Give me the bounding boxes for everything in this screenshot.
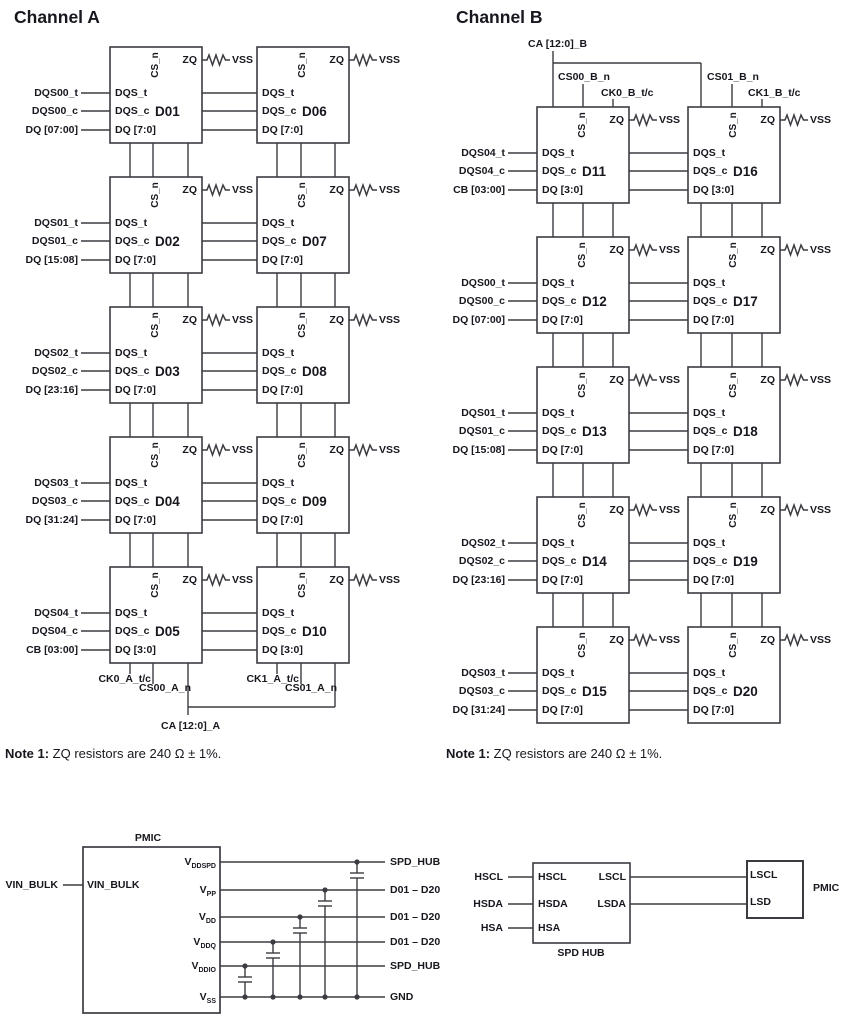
pin-label: DQS_c [262, 625, 297, 637]
pin-label: DQS_t [542, 667, 575, 679]
pin-label: DQS_t [542, 147, 575, 159]
pin-label: DQS_c [693, 685, 728, 697]
pin-label: DQS_t [693, 277, 726, 289]
zq-resistor [629, 375, 657, 385]
device-id-D10: D10 [302, 623, 327, 639]
external-signal-label: DQS02_t [461, 537, 505, 549]
note-text: ZQ resistors are 240 Ω ± 1%. [490, 746, 663, 761]
external-signal-label: DQS00_c [458, 295, 505, 307]
zq-resistor [349, 315, 377, 325]
external-signal-label: DQS00_t [461, 277, 505, 289]
pin-label: DQ [3:0] [262, 644, 303, 656]
external-signal-label: DQ [31:24] [25, 514, 78, 526]
zq-pin-label: ZQ [329, 314, 344, 326]
external-signal-label: DQS01_c [31, 235, 78, 247]
pin-label: DQS_c [262, 365, 297, 377]
rail-pin-subscript: DDIO [198, 967, 216, 975]
vin-bulk-external-label: VIN_BULK [5, 879, 58, 891]
device-id-D16: D16 [733, 163, 758, 179]
ca-a-label: CA [12:0]_A [161, 720, 221, 732]
device-id-D09: D09 [302, 493, 327, 509]
pin-label: DQS_t [262, 87, 295, 99]
external-signal-label: DQS04_t [461, 147, 505, 159]
channel-title: Channel A [14, 7, 100, 27]
rail-destination-label: SPD_HUB [390, 856, 441, 868]
spd-external-label: HSDA [473, 898, 503, 910]
cs-n-pin-label: CS_n [577, 502, 588, 528]
ca-b-label: CA [12:0]_B [528, 38, 588, 50]
zq-pin-label: ZQ [329, 184, 344, 196]
vss-label: VSS [232, 444, 254, 456]
cs-n-pin-label: CS_n [577, 112, 588, 138]
zq-resistor [202, 55, 230, 65]
vss-label: VSS [659, 244, 681, 256]
rail-pin-subscript: DDSPD [191, 863, 216, 871]
pin-label: DQS_c [115, 235, 150, 247]
cs-n-pin-label: CS_n [728, 502, 739, 528]
rail-destination-label: D01 – D20 [390, 911, 441, 923]
pin-label: DQ [7:0] [115, 514, 156, 526]
pin-label: DQS_t [115, 217, 148, 229]
pin-label: DQS_t [693, 537, 726, 549]
zq-resistor [629, 245, 657, 255]
ck0-b-label: CK0_B_t/c [601, 87, 654, 99]
pin-label: DQ [7:0] [693, 314, 734, 326]
vss-label: VSS [232, 184, 254, 196]
rail-pin-subscript: PP [206, 891, 216, 899]
external-signal-label: DQ [07:00] [25, 124, 78, 136]
note-prefix: Note 1: [446, 746, 491, 761]
junction-dot [297, 914, 302, 919]
pin-label: DQS_c [693, 295, 728, 307]
pin-label: DQ [7:0] [262, 514, 303, 526]
cs-n-pin-label: CS_n [297, 52, 308, 78]
cs-n-pin-label: CS_n [728, 632, 739, 658]
device-id-D03: D03 [155, 363, 180, 379]
zq-resistor [629, 505, 657, 515]
external-signal-label: DQS02_c [31, 365, 78, 377]
external-signal-label: DQS03_c [458, 685, 505, 697]
rail-pin-main: V [199, 991, 207, 1003]
vss-label: VSS [379, 314, 401, 326]
zq-resistor [202, 185, 230, 195]
vss-label: VSS [810, 114, 832, 126]
pin-label: DQS_t [542, 537, 575, 549]
rail-pin-label [158, 910, 216, 924]
vss-label: VSS [810, 504, 832, 516]
rail-pin-main: V [193, 936, 201, 948]
pin-label: DQ [7:0] [115, 254, 156, 266]
device-id-D17: D17 [733, 293, 758, 309]
device-id-D20: D20 [733, 683, 758, 699]
junction-dot [242, 963, 247, 968]
pin-label: DQS_t [693, 147, 726, 159]
device-id-D06: D06 [302, 103, 327, 119]
cs-n-pin-label: CS_n [577, 372, 588, 398]
spd-hub-title: SPD HUB [557, 947, 605, 959]
rail-pin-label [158, 855, 216, 869]
pmic-pin-label: LSD [750, 896, 771, 908]
zq-pin-label: ZQ [329, 574, 344, 586]
cs-n-pin-label: CS_n [728, 242, 739, 268]
cs-n-pin-label: CS_n [150, 442, 161, 468]
device-id-D14: D14 [582, 553, 607, 569]
pin-label: DQS_c [115, 495, 150, 507]
zq-note [446, 745, 662, 762]
zq-pin-label: ZQ [760, 374, 775, 386]
vin-bulk-pin-label: VIN_BULK [87, 879, 140, 891]
external-signal-label: DQ [31:24] [452, 704, 505, 716]
zq-note [5, 745, 221, 762]
pin-label: DQS_t [542, 277, 575, 289]
external-signal-label: DQS00_c [31, 105, 78, 117]
vss-label: VSS [232, 314, 254, 326]
zq-pin-label: ZQ [760, 504, 775, 516]
pin-label: DQS_c [115, 625, 150, 637]
cs-n-pin-label: CS_n [577, 632, 588, 658]
zq-resistor [780, 115, 808, 125]
pin-label: DQS_t [115, 477, 148, 489]
device-id-D05: D05 [155, 623, 180, 639]
vss-label: VSS [379, 574, 401, 586]
pin-label: DQ [7:0] [262, 254, 303, 266]
external-signal-label: DQ [15:08] [25, 254, 78, 266]
junction-dot [270, 939, 275, 944]
vss-label: VSS [379, 184, 401, 196]
rail-pin-subscript: SS [206, 998, 216, 1006]
zq-resistor [629, 115, 657, 125]
pin-label: DQS_c [262, 235, 297, 247]
rail-destination-label: GND [390, 991, 414, 1003]
pin-label: DQ [7:0] [262, 384, 303, 396]
pin-label: DQS_c [542, 685, 577, 697]
rail-pin-main: V [191, 960, 199, 972]
external-signal-label: DQS01_t [461, 407, 505, 419]
cs-n-pin-label: CS_n [297, 182, 308, 208]
vss-label: VSS [232, 574, 254, 586]
zq-pin-label: ZQ [182, 54, 197, 66]
channel-title: Channel B [456, 7, 543, 27]
cs-n-pin-label: CS_n [297, 572, 308, 598]
rail-pin-label [158, 959, 216, 973]
rail-pin-main: V [198, 911, 206, 923]
note-text: ZQ resistors are 240 Ω ± 1%. [49, 746, 222, 761]
pin-label: DQS_t [693, 407, 726, 419]
pin-label: DQ [7:0] [262, 124, 303, 136]
ck1-b-label: CK1_B_t/c [748, 87, 801, 99]
pin-label: DQ [3:0] [693, 184, 734, 196]
spd-external-label: HSCL [474, 871, 503, 883]
zq-resistor [349, 575, 377, 585]
pin-label: DQS_c [542, 295, 577, 307]
rail-pin-label [158, 883, 216, 897]
pin-label: DQ [7:0] [542, 314, 583, 326]
spd-pin-label: LSCL [598, 871, 626, 883]
cs-n-pin-label: CS_n [297, 442, 308, 468]
external-signal-label: CB [03:00] [26, 644, 78, 656]
pin-label: DQS_t [262, 607, 295, 619]
zq-resistor [349, 55, 377, 65]
device-id-D07: D07 [302, 233, 327, 249]
zq-pin-label: ZQ [609, 504, 624, 516]
pin-label: DQS_t [262, 217, 295, 229]
pin-label: DQS_t [115, 347, 148, 359]
cs-n-pin-label: CS_n [577, 242, 588, 268]
vss-label: VSS [232, 54, 254, 66]
pin-label: DQ [7:0] [693, 574, 734, 586]
external-signal-label: CB [03:00] [453, 184, 505, 196]
vss-label: VSS [810, 374, 832, 386]
vss-label: VSS [659, 114, 681, 126]
external-signal-label: DQS00_t [34, 87, 78, 99]
zq-pin-label: ZQ [760, 114, 775, 126]
zq-pin-label: ZQ [760, 244, 775, 256]
spd-pin-label: LSDA [597, 898, 626, 910]
pin-label: DQ [7:0] [542, 704, 583, 716]
external-signal-label: DQS01_t [34, 217, 78, 229]
external-signal-label: DQS04_c [31, 625, 78, 637]
rail-pin-label [158, 990, 216, 1004]
device-id-D11: D11 [582, 163, 607, 179]
pin-label: DQ [3:0] [542, 184, 583, 196]
pin-label: DQ [3:0] [115, 644, 156, 656]
device-id-D12: D12 [582, 293, 607, 309]
external-signal-label: DQS03_t [34, 477, 78, 489]
zq-resistor [780, 245, 808, 255]
cs-n-pin-label: CS_n [728, 372, 739, 398]
device-id-D02: D02 [155, 233, 180, 249]
device-id-D04: D04 [155, 493, 180, 509]
zq-pin-label: ZQ [329, 444, 344, 456]
zq-resistor [780, 505, 808, 515]
cs-n-pin-label: CS_n [150, 572, 161, 598]
pin-label: DQS_c [542, 165, 577, 177]
rail-pin-subscript: DD [205, 918, 216, 926]
cs-n-pin-label: CS_n [297, 312, 308, 338]
junction-dot [322, 887, 327, 892]
cs-n-pin-label: CS_n [150, 312, 161, 338]
external-signal-label: DQ [23:16] [25, 384, 78, 396]
external-signal-label: DQ [07:00] [452, 314, 505, 326]
pin-label: DQS_t [115, 87, 148, 99]
device-id-D01: D01 [155, 103, 180, 119]
cs-n-pin-label: CS_n [150, 52, 161, 78]
device-id-D13: D13 [582, 423, 607, 439]
external-signal-label: DQS03_c [31, 495, 78, 507]
zq-pin-label: ZQ [609, 374, 624, 386]
device-id-D08: D08 [302, 363, 327, 379]
ck1-a-label: CK1_A_t/c [246, 673, 299, 685]
zq-pin-label: ZQ [609, 244, 624, 256]
ck0-a-label: CK0_A_t/c [98, 673, 151, 685]
external-signal-label: DQS02_t [34, 347, 78, 359]
pin-label: DQS_c [542, 555, 577, 567]
note-prefix: Note 1: [5, 746, 50, 761]
pin-label: DQ [7:0] [693, 444, 734, 456]
pin-label: DQS_c [262, 495, 297, 507]
zq-resistor [780, 375, 808, 385]
zq-pin-label: ZQ [182, 314, 197, 326]
junction-dot [354, 859, 359, 864]
pin-label: DQS_t [262, 477, 295, 489]
device-id-D18: D18 [733, 423, 758, 439]
vss-label: VSS [659, 634, 681, 646]
pin-label: DQS_c [542, 425, 577, 437]
pmic-small-title: PMIC [813, 882, 840, 894]
spd-pin-label: HSA [538, 922, 561, 934]
rail-pin-main: V [184, 856, 192, 868]
pin-label: DQ [7:0] [115, 124, 156, 136]
zq-resistor [780, 635, 808, 645]
zq-pin-label: ZQ [182, 574, 197, 586]
external-signal-label: DQS01_c [458, 425, 505, 437]
pmic-title: PMIC [134, 832, 162, 844]
external-signal-label: DQ [15:08] [452, 444, 505, 456]
zq-resistor [202, 575, 230, 585]
vss-label: VSS [810, 244, 832, 256]
pin-label: DQS_c [693, 555, 728, 567]
pin-label: DQ [7:0] [115, 384, 156, 396]
zq-pin-label: ZQ [760, 634, 775, 646]
zq-pin-label: ZQ [182, 184, 197, 196]
zq-resistor [202, 315, 230, 325]
rail-pin-label [158, 935, 216, 949]
zq-resistor [349, 185, 377, 195]
pin-label: DQS_t [262, 347, 295, 359]
zq-pin-label: ZQ [609, 114, 624, 126]
zq-resistor [629, 635, 657, 645]
cs01-b-label: CS01_B_n [707, 71, 759, 83]
rail-destination-label: D01 – D20 [390, 884, 441, 896]
cs-n-pin-label: CS_n [150, 182, 161, 208]
external-signal-label: DQ [23:16] [452, 574, 505, 586]
vss-label: VSS [810, 634, 832, 646]
pin-label: DQ [7:0] [542, 574, 583, 586]
rail-pin-main: V [199, 884, 207, 896]
pin-label: DQS_c [693, 165, 728, 177]
vss-label: VSS [659, 504, 681, 516]
spd-pin-label: HSCL [538, 871, 567, 883]
cs01-a-label: CS01_A_n [285, 682, 337, 694]
zq-pin-label: ZQ [329, 54, 344, 66]
pin-label: DQS_t [115, 607, 148, 619]
zq-pin-label: ZQ [609, 634, 624, 646]
rail-destination-label: D01 – D20 [390, 936, 441, 948]
pmic-pin-label: LSCL [750, 869, 778, 881]
pin-label: DQS_c [693, 425, 728, 437]
cs-n-pin-label: CS_n [728, 112, 739, 138]
pin-label: DQS_c [115, 105, 150, 117]
cs00-a-label: CS00_A_n [139, 682, 191, 694]
vss-label: VSS [379, 444, 401, 456]
zq-resistor [202, 445, 230, 455]
zq-resistor [349, 445, 377, 455]
device-id-D19: D19 [733, 553, 758, 569]
cs00-b-label: CS00_B_n [558, 71, 610, 83]
pin-label: DQS_c [115, 365, 150, 377]
pmic-box [83, 847, 220, 1013]
pin-label: DQ [7:0] [693, 704, 734, 716]
pin-label: DQS_c [262, 105, 297, 117]
spd-external-label: HSA [480, 922, 503, 934]
rail-destination-label: SPD_HUB [390, 960, 441, 972]
device-id-D15: D15 [582, 683, 607, 699]
pin-label: DQS_t [693, 667, 726, 679]
external-signal-label: DQS04_c [458, 165, 505, 177]
external-signal-label: DQS03_t [461, 667, 505, 679]
external-signal-label: DQS02_c [458, 555, 505, 567]
rail-pin-subscript: DDQ [200, 943, 216, 951]
pin-label: DQS_t [542, 407, 575, 419]
external-signal-label: DQS04_t [34, 607, 78, 619]
zq-pin-label: ZQ [182, 444, 197, 456]
pin-label: DQ [7:0] [542, 444, 583, 456]
spd-pin-label: HSDA [538, 898, 568, 910]
vss-label: VSS [379, 54, 401, 66]
vss-label: VSS [659, 374, 681, 386]
